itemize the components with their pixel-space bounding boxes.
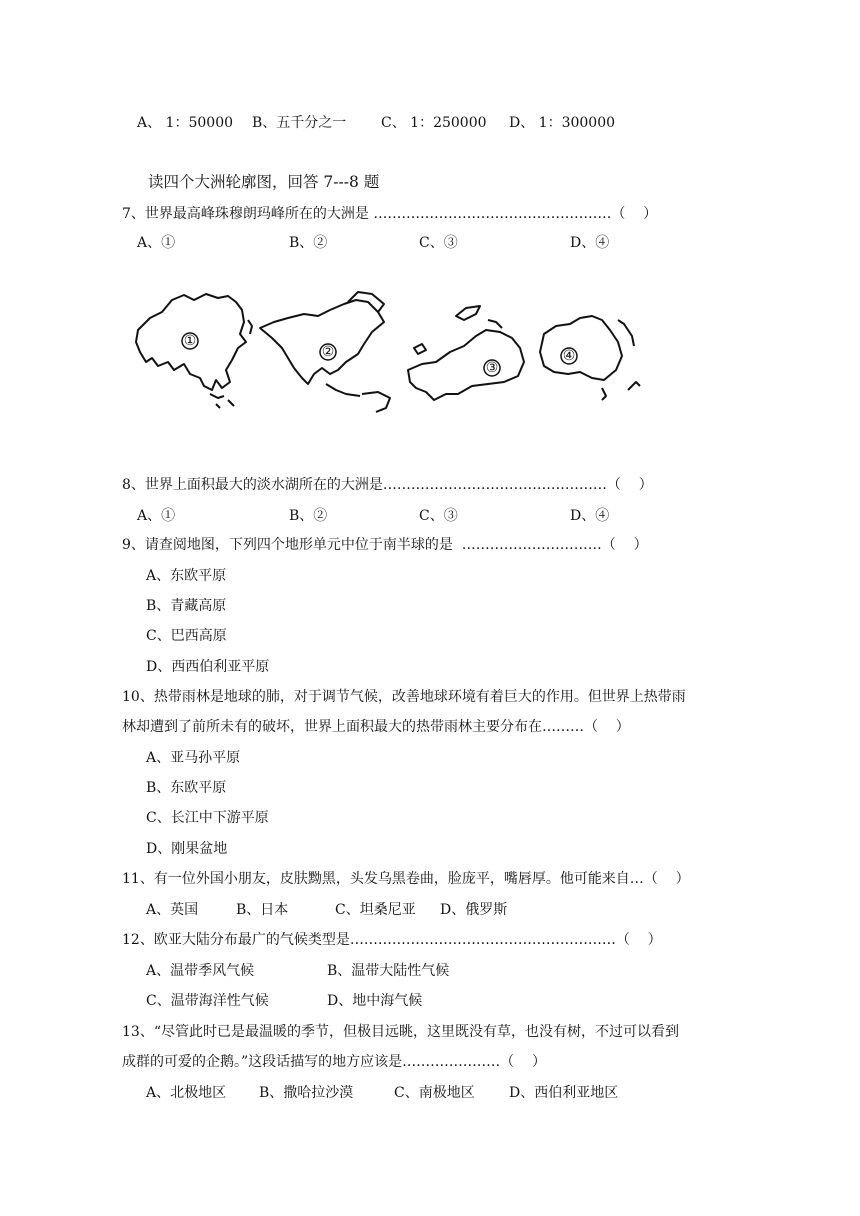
q12-option-b: B、温带大陆性气候	[327, 963, 450, 979]
q7-option-b: B、②	[289, 235, 328, 251]
q13-option-c: C、南极地区	[394, 1085, 475, 1101]
q10-option-c: C、长江中下游平原	[146, 810, 269, 826]
q8-option-d: D、④	[570, 508, 610, 524]
q12-option-c: C、温带海洋性气候	[146, 993, 269, 1009]
q12-option-d: D、地中海气候	[327, 993, 423, 1009]
q11-option-d: D、俄罗斯	[440, 902, 508, 918]
q10-stem-line2: 林却遭到了前所未有的破坏，世界上面积最大的热带雨林主要分布在………（ ）	[122, 719, 630, 735]
q13-option-d: D、西伯利亚地区	[509, 1085, 619, 1101]
q9-stem: 9、请查阅地图，下列四个地形单元中位于南半球的是 …………………………（ ）	[122, 537, 648, 553]
q10-stem-line1: 10、热带雨林是地球的肺，对于调节气候，改善地球环境有着巨大的作用。但世界上热带雨	[122, 689, 686, 705]
q8-option-b: B、②	[289, 508, 328, 524]
map-label-1: ①	[183, 333, 197, 349]
q6-option-b: B、五千分之一	[252, 115, 347, 131]
australia-outline	[540, 316, 622, 380]
q13-option-a: A、北极地区	[146, 1085, 227, 1101]
q10-option-b: B、东欧平原	[146, 780, 227, 796]
continent-outline-map	[132, 290, 652, 420]
q12-option-a: A、温带季风气候	[146, 963, 255, 979]
q9-option-c: C、巴西高原	[146, 628, 227, 644]
europe-outline	[408, 330, 524, 400]
q10-option-a: A、亚马孙平原	[146, 750, 241, 766]
q9-option-d: D、西西伯利亚平原	[146, 659, 270, 675]
q7-option-a: A、①	[137, 235, 176, 251]
q11-option-a: A、英国	[146, 902, 199, 918]
q13-option-b: B、撒哈拉沙漠	[259, 1085, 354, 1101]
q13-stem-line2: 成群的可爱的企鹅。”这段话描写的地方应该是…………………（ ）	[122, 1054, 546, 1070]
q10-option-d: D、刚果盆地	[146, 841, 228, 857]
q8-stem: 8、世界上面积最大的淡水湖所在的大洲是…………………………………………（ ）	[122, 477, 653, 493]
map-label-4: ④	[562, 348, 576, 364]
q7-stem: 7、世界最高峰珠穆朗玛峰所在的大洲是 ……………………………………………（ ）	[122, 206, 658, 222]
q11-option-b: B、日本	[236, 902, 289, 918]
q8-option-c: C、③	[419, 508, 458, 524]
q6-option-a: A、 1：50000	[137, 115, 234, 131]
q13-stem-line1: 13、“尽管此时已是最温暖的季节，但极目远眺，这里既没有草，也没有树，不过可以看到	[122, 1024, 679, 1040]
q6-option-c: C、 1：250000	[381, 115, 487, 131]
map-label-2: ②	[321, 344, 335, 360]
map-section-heading: 读四个大洲轮廓图，回答 7---8 题	[148, 173, 380, 191]
q9-option-a: A、东欧平原	[146, 568, 227, 584]
north-america-outline	[260, 300, 384, 384]
q7-option-d: D、④	[570, 235, 610, 251]
q9-option-b: B、青藏高原	[146, 598, 227, 614]
q12-stem: 12、欧亚大陆分布最广的气候类型是…………………………………………………（ ）	[122, 932, 662, 948]
map-label-3: ③	[485, 360, 499, 376]
q6-option-d: D、 1：300000	[509, 115, 616, 131]
q7-option-c: C、③	[419, 235, 458, 251]
q8-option-a: A、①	[137, 508, 176, 524]
q11-option-c: C、坦桑尼亚	[335, 902, 416, 918]
q11-stem: 11、有一位外国小朋友，皮肤黝黑，头发乌黑卷曲，脸庞平，嘴唇厚。他可能来自…（ ）	[122, 871, 690, 887]
